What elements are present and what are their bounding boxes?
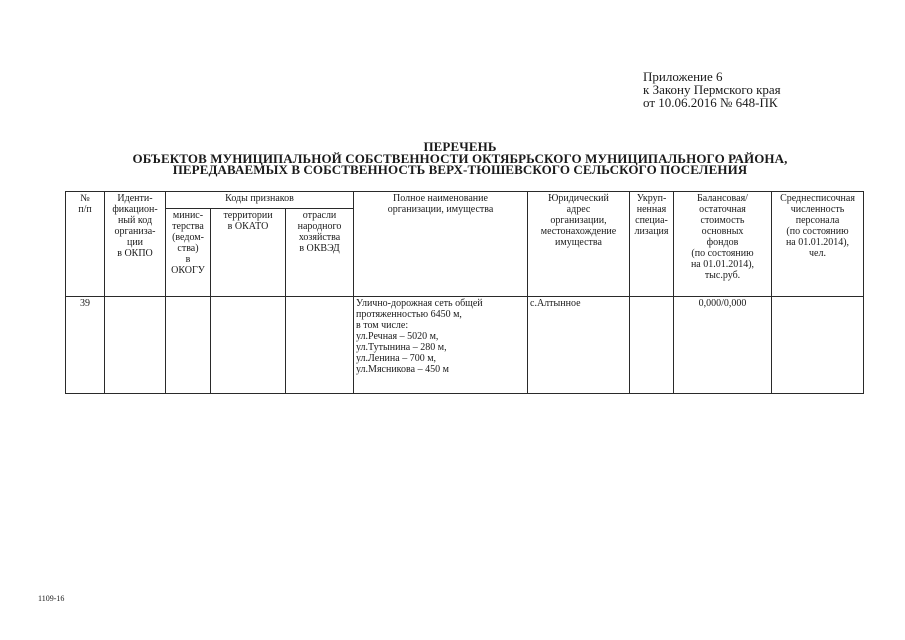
title-line-2: ОБЪЕКТОВ МУНИЦИПАЛЬНОЙ СОБСТВЕННОСТИ ОКТЯБРЬСКОГО МУНИЦИПАЛЬНОГО РАЙОНА, — [132, 150, 788, 166]
row-okved — [286, 297, 354, 394]
header-okato: территории в ОКАТО — [211, 209, 286, 297]
row-num: 39 — [66, 297, 105, 394]
row-okpo — [105, 297, 166, 394]
row-headcount — [772, 297, 864, 394]
row-enlarged — [630, 297, 674, 394]
header-okpo: Иденти- фикацион- ный код организа- ции в ОКПО — [105, 192, 166, 297]
header-row-1 — [66, 192, 864, 209]
header-okogu: минис- терства (ведом- ства) в ОКОГУ — [166, 209, 211, 297]
title-line-1: ПЕРЕЧЕНЬ — [423, 139, 497, 154]
row-okogu — [166, 297, 211, 394]
header-okved: отрасли народного хозяйства в ОКВЭД — [286, 209, 354, 297]
header-address: Юридический адрес организации, местонахождение имущества — [528, 192, 630, 297]
row-name: Улично-дорожная сеть общей протяженностью 6450 м, в том числе: ул.Речная – 5020 м, ул.Тутынина – 280 м, ул.Ленина – 700 м, ул.Мясникова – 450 м — [354, 297, 528, 394]
property-table — [65, 191, 864, 394]
document-title — [60, 141, 860, 176]
appendix-note — [643, 70, 781, 109]
title-line-3: ПЕРЕДАВАЕМЫХ В СОБСТВЕННОСТЬ ВЕРХ-ТЮШЕВСКОГО СЕЛЬСКОГО ПОСЕЛЕНИЯ — [172, 162, 748, 177]
header-num: № п/п — [66, 192, 105, 297]
document-code: 1109-16 — [38, 594, 65, 603]
header-name: Полное наименование организации, имущества — [354, 192, 528, 297]
header-headcount: Среднесписочная численность персонала (по состоянию на 01.01.2014), чел. — [772, 192, 864, 297]
row-okato — [211, 297, 286, 394]
header-enlarged: Укруп- ненная специа- лизация — [630, 192, 674, 297]
row-address: с.Алтынное — [528, 297, 630, 394]
header-codes-group: Коды признаков — [166, 192, 354, 209]
table-row — [66, 297, 864, 394]
header-value: Балансовая/ остаточная стоимость основных фондов (по состоянию на 01.01.2014), тыс.руб. — [674, 192, 772, 297]
appendix-line-3: от 10.06.2016 № 648-ПК — [643, 95, 778, 110]
appendix-line-1: Приложение 6 — [643, 69, 723, 84]
row-value: 0,000/0,000 — [674, 297, 772, 394]
appendix-line-2: к Закону Пермского края — [643, 82, 781, 97]
